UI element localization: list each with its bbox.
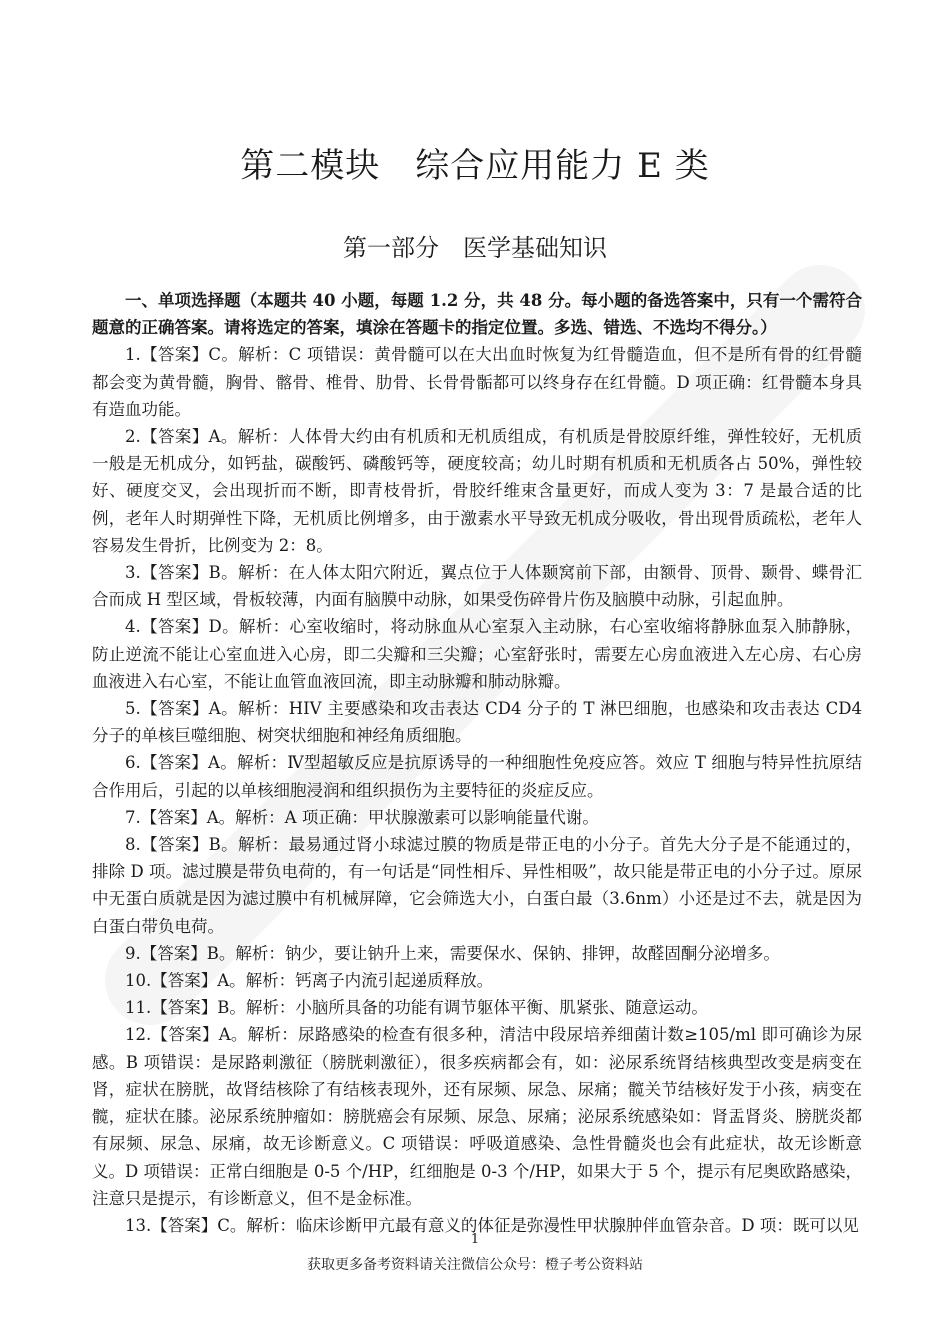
answer-item: 8.【答案】B。解析：最易通过肾小球滤过膜的物质是带正电的小分子。首先大分子是不能通过的，排除 D 项。滤过膜是带负电荷的，有一句话是“同性相斥、异性相吸”，故只能是带正电的小分子过。原尿中无蛋白质就是因为滤过膜中有机械屏障，它会筛选大小，白蛋白最（3.6nm）小还是过不去，就是因为白蛋白带负电荷。 <box>92 835 862 936</box>
answer-item: 9.【答案】B。解析：钠少，要让钠升上来，需要保水、保钠、排钾，故醛固酮分泌增多。 <box>125 943 780 963</box>
answer-item: 4.【答案】D。解析：心室收缩时，将动脉血从心室泵入主动脉，右心室收缩将静脉血泵入肺静脉，防止逆流不能让心室血进入心房，即二尖瓣和三尖瓣；心室舒张时，需要左心房血液进入左心房、右心房血液进入右心室，不能让血管血液回流，即主动脉瓣和肺动脉瓣。 <box>92 617 862 691</box>
answer-item: 13.【答案】C。解析：临床诊断甲亢最有意义的体征是弥漫性甲状腺肿伴血管杂音。D 项：既可以见 <box>125 1215 859 1235</box>
answer-item: 6.【答案】A。解析：Ⅳ型超敏反应是抗原诱导的一种细胞性免疫应答。效应 T 细胞与特异性抗原结合作用后，引起的以单核细胞浸润和组织损伤为主要特征的炎症反应。 <box>92 753 862 800</box>
part-title: 第一部分 医学基础知识 <box>343 234 607 262</box>
module-title: 第二模块 综合应用能力 E 类 <box>240 146 710 186</box>
answer-item: 10.【答案】A。解析：钙离子内流引起递质释放。 <box>125 971 494 991</box>
answer-item: 3.【答案】B。解析：在人体太阳穴附近，翼点位于人体颞窝前下部，由额骨、顶骨、颞骨、蝶骨汇合而成 H 型区域，骨板较薄，内面有脑膜中动脉，如果受伤碎骨片伤及脑膜中动脉，引起血肿。 <box>92 563 862 610</box>
answer-item: 12.【答案】A。解析：尿路感染的检查有很多种，清洁中段尿培养细菌计数≥105/ml 即可确诊为尿感。B 项错误：是尿路刺激征（膀胱刺激征），很多疾病都会有，如：泌尿系统肾结核典型改变是病变在肾，症状在膀胱，故肾结核除了有结核表现外，还有尿频、尿急、尿痛；髋关节结核好发于小孩，病变在髋，症状在膝。泌尿系统肿瘤如：膀胱癌会有尿频、尿急、尿痛；泌尿系统感染如：肾盂肾炎、膀胱炎都有尿频、尿急、尿痛，故无诊断意义。C 项错误：呼吸道感染、急性骨髓炎也会有此症状，故无诊断意义。D 项错误：正常白细胞是 0-5 个/HP，红细胞是 0-3 个/HP，如果大于 5 个，提示有尼奥欧路感染，注意只是提示，有诊断意义，但不是金标准。 <box>92 1025 862 1208</box>
footer-note: 获取更多备考资料请关注微信公众号：橙子考公资料站 <box>307 1257 643 1273</box>
section-heading: 一、单项选择题（本题共 40 小题，每题 1.2 分，共 48 分。每小题的备选答案中，只有一个需符合题意的正确答案。请将选定的答案，填涂在答题卡的指定位置。多选、错选、不选均不得分。） <box>92 291 862 338</box>
page-number: 1 <box>470 1232 480 1247</box>
answer-item: 2.【答案】A。解析：人体骨大约由有机质和无机质组成，有机质是骨胶原纤维，弹性较好，无机质一般是无机成分，如钙盐，碳酸钙、磷酸钙等，硬度较高；幼儿时期有机质和无机质各占 50%，弹性较好、硬度交叉，会出现折而不断，即青枝骨折，骨胶纤维束含量更好，而成人变为 3：7 是最合适的比例，老年人时期弹性下降，无机质比例增多，由于激素水平导致无机成分吸收，骨出现骨质疏松，老年人容易发生骨折，比例变为 2：8。 <box>92 427 862 555</box>
document-body <box>92 287 862 1239</box>
answer-item: 1.【答案】C。解析：C 项错误：黄骨髓可以在大出血时恢复为红骨髓造血，但不是所有骨的红骨髓都会变为黄骨髓，胸骨、髂骨、椎骨、肋骨、长骨骨骺都可以终身存在红骨髓。D 项正确：红骨髓本身具有造血功能。 <box>92 345 862 419</box>
answer-item: 11.【答案】B。解析：小脑所具备的功能有调节躯体平衡、肌紧张、随意运动。 <box>125 998 708 1018</box>
answer-item: 7.【答案】A。解析：A 项正确：甲状腺激素可以影响能量代谢。 <box>125 807 599 827</box>
answer-item: 5.【答案】A。解析：HIV 主要感染和攻击表达 CD4 分子的 T 淋巴细胞，也感染和攻击表达 CD4 分子的单核巨噬细胞、树突状细胞和神经角质细胞。 <box>92 699 862 746</box>
